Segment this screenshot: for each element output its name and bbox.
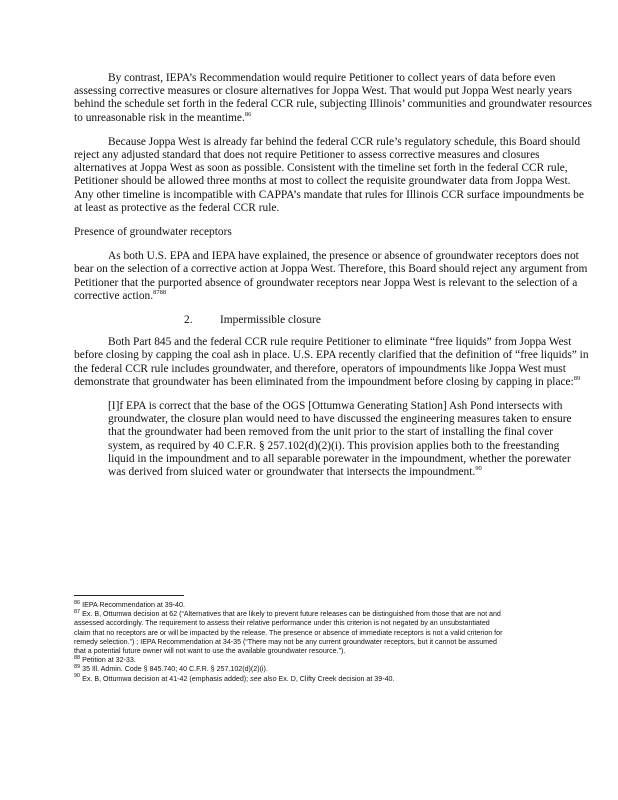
footnote-ref-89: 89 xyxy=(573,375,581,383)
footnote-86: $^{86}$ IEPA Recommendation at 39-40. xyxy=(74,599,185,609)
footnote-87: $^{87}$ Ex. B, Ottumwa decision at 62 (“Alternatives that are likely to prevent future releases can be distinguished from those that are not and assessed accordingly. The requirement to assess their relative performance under this criterion is not negated by an unsubstantiated claim that no receptors are or will be impacted by the release. The presence or absence of immediate receptors is not a valid criterion for remedy selection.”) ; IEPA Recommendation at 34-35 (“There may not be any current groundwater receptors, but it cannot be assumed that a potential future owner will not want to use the available groundwater resource.”). xyxy=(74,608,503,656)
footnote-ref-88: 88 xyxy=(159,289,167,297)
section-heading-receptors: Presence of groundwater receptors xyxy=(74,226,232,239)
paragraph-free-liquids: Both Part 845 and the federal CCR rule require Petitioner to eliminate “free liquids” from Joppa West before closing by capping the coal ash in place. U.S. EPA recently clarified that the definition of “free liquids” in the federal CCR rule includes groundwater, and therefore, operators of impoundments like Joppa West must demonstrate that groundwater has been eliminated from the impoundment before closing by capping in place:$^{89}$ xyxy=(74,336,589,388)
block-quote: [I]f EPA is correct that the base of the OGS [Ottumwa Generating Station] Ash Pond intersects with groundwater, the closure plan would need to have discussed the engineering measures taken to ensure that the groundwater had been removed from the unit prior to the start of installing the final cover system, as required by 40 C.F.R. § 257.102(d)(2)(i). This provision applies both to the freestanding liquid in the impoundment and to all separable porewater in the impoundment, whether the porewater was derived from sluiced water or groundwater that intersects the impoundment.$^{90}$ xyxy=(108,400,572,479)
paragraph-receptors: As both U.S. EPA and IEPA have explained, the presence or absence of groundwater receptors does not bear on the selection of a corrective action at Joppa West. Therefore, this Board should reject any argument from Petitioner that the purported absence of groundwater receptors near Joppa West is relevant to the selection of a corrective action.$^{8788}$ xyxy=(74,250,588,302)
subsection-title: Impermissible closure xyxy=(220,314,321,327)
footnote-90: $^{90}$ Ex. B, Ottumwa decision at 41-42 (emphasis added); see also Ex. D, Clifty Creek decision at 39-40. xyxy=(74,673,395,683)
footnote-88: $^{88}$ Petition at 32-33. xyxy=(74,654,136,665)
paragraph-timeline-delay: By contrast, IEPA’s Recommendation would require Petitioner to collect years of data before even assessing corrective measures or closure alternatives for Joppa West. That would put Joppa West nearly years behind the schedule set forth in the federal CCR rule, subjecting Illinois’ communities and groundwater resources to unreasonable risk in the meantime.$^{86}$ xyxy=(74,72,592,124)
footnote-89: $^{89}$ 35 Ill. Admin. Code § 845.740; 40 C.F.R. § 257.102(d)(2)(i). xyxy=(74,664,268,674)
footnote-ref-87: 87 xyxy=(153,289,160,297)
subsection-heading-closure xyxy=(74,314,592,327)
document-body xyxy=(74,72,592,489)
footnote-ref-90: 90 xyxy=(475,465,482,473)
subsection-number: 2. xyxy=(184,314,193,327)
footnote-separator xyxy=(74,595,184,596)
footnotes xyxy=(74,601,504,684)
footnote-ref-86: 86 xyxy=(244,110,252,118)
paragraph-reject-standard: Because Joppa West is already far behind the federal CCR rule’s regulatory schedule, this Board should reject any adjusted standard that does not require Petitioner to assess corrective measures and closures alternatives at Joppa West as soon as possible. Consistent with the timeline set forth in the federal CCR rule, Petitioner should be allowed three months at most to collect the requisite groundwater data from Joppa West. Any other timeline is incompatible with CAPPA’s mandate that rules for Illinois CCR surface impoundments be at least as protective as the federal CCR rule. xyxy=(74,135,584,214)
